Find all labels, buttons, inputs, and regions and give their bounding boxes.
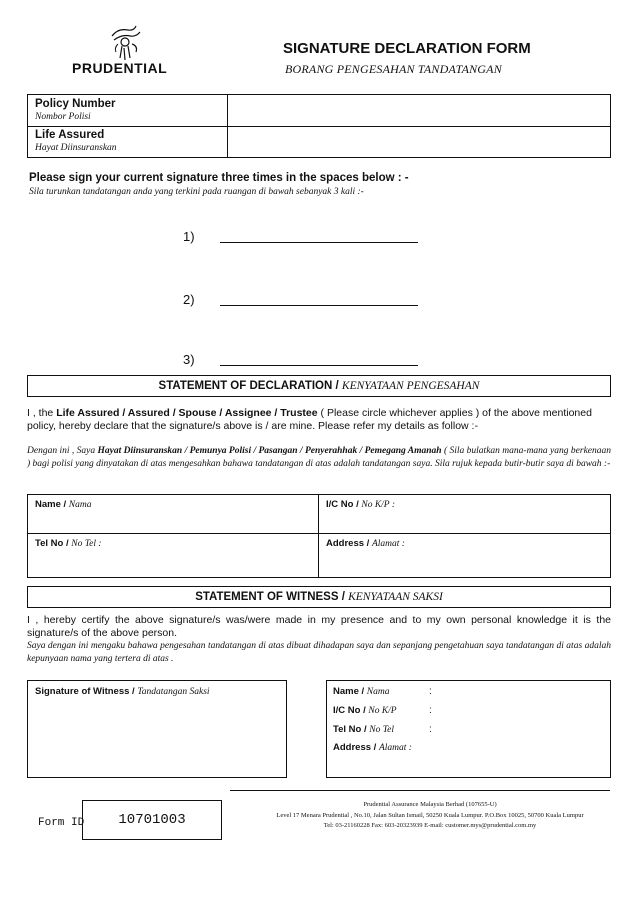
witness-header-en: STATEMENT OF WITNESS / xyxy=(195,591,349,603)
declaration-header xyxy=(27,375,611,397)
declaration-roles: Life Assured / Assured / Spouse / Assignee / Trustee xyxy=(56,407,318,419)
policy-info-table xyxy=(27,94,611,158)
witness-ic-label[interactable]: I/C No / No K/P xyxy=(333,705,397,716)
footer-address: Level 17 Menara Prudential , No.10, Jalan Sultan Ismail, 50250 Kuala Lumpur. P.O.Box 10025, 50700 Kuala Lumpur xyxy=(276,812,584,819)
policy-number-label-malay: Nombor Polisi xyxy=(35,112,91,122)
prudential-logo-icon xyxy=(100,22,150,62)
signature-number-3: 3) xyxy=(183,352,195,367)
form-id-label: Form ID xyxy=(38,817,85,829)
witness-paragraph: I , hereby certify the above signature/s was/were made in my presence and to my own personal knowledge it is the signature/s of the above person. xyxy=(27,614,611,639)
signature-number-1: 1) xyxy=(183,229,195,244)
signature-instruction: Please sign your current signature three times in the spaces below : - xyxy=(29,172,409,184)
declarant-tel-label[interactable]: Tel No / No Tel : xyxy=(35,538,102,549)
life-assured-label-malay: Hayat Diinsuranskan xyxy=(35,143,117,153)
signature-line-2[interactable] xyxy=(220,305,418,306)
declaration-paragraph-malay xyxy=(27,445,611,470)
logo-text: PRUDENTIAL xyxy=(72,60,168,76)
policy-number-field[interactable] xyxy=(234,98,604,124)
policy-number-label: Policy Number xyxy=(35,98,116,110)
signature-instruction-malay: Sila turunkan tandatangan anda yang terkini pada ruangan di bawah sebanyak 3 kali :- xyxy=(29,187,364,197)
footer-company: Prudential Assurance Malaysia Berhad (107655-U) xyxy=(363,801,497,808)
witness-name-label[interactable]: Name / Nama xyxy=(333,686,390,697)
declaration-header-malay: KENYATAAN PENGESAHAN xyxy=(341,380,480,392)
life-assured-field[interactable] xyxy=(234,129,604,155)
declarant-details-table xyxy=(27,494,611,578)
declaration-text-start: I , the xyxy=(27,407,57,419)
form-title-malay: BORANG PENGESAHAN TANDATANGAN xyxy=(285,62,502,76)
witness-header-malay: KENYATAAN SAKSI xyxy=(348,591,443,603)
declarant-name-label[interactable]: Name / Nama xyxy=(35,499,92,510)
form-title: SIGNATURE DECLARATION FORM xyxy=(283,40,531,57)
witness-address-label[interactable]: Address / Alamat : xyxy=(333,742,412,753)
declaration-paragraph xyxy=(27,407,611,433)
declaration-header-en: STATEMENT OF DECLARATION / xyxy=(158,380,342,392)
footer-contact: Tel: 03-21160228 Fax: 603-20323939 E-mail: customer.mys@prudential.com.my xyxy=(323,822,537,829)
declaration-malay-end: ( Sila bulatkan mana-mana yang berkenaan ) bagi polisi yang dinyatakan di atas mengesahkan bahawa tandatangan di atas adalah tandatangan saya. Sila rujuk kepada butir-butir saya di bawah :- xyxy=(27,446,612,469)
signature-number-2: 2) xyxy=(183,292,195,307)
declarant-address-label[interactable]: Address / Alamat : xyxy=(326,538,405,549)
life-assured-label: Life Assured xyxy=(35,129,105,141)
declaration-text-end: ( Please circle whichever applies ) of the above mentioned policy, hereby declare that the signature/s above is / are mine. Please refer my details as follow :- xyxy=(27,407,592,432)
declaration-malay-roles: Hayat Diinsuranskan / Pemunya Polisi / Pasangan / Penyerahhak / Pemegang Amanah xyxy=(97,446,442,456)
witness-signature-box[interactable] xyxy=(27,680,287,778)
witness-paragraph-malay: Saya dengan ini mengaku bahawa pengesahan tandatangan di atas dibuat dihadapan saya dan sepanjang pengetahuan saya tandatangan di atas adalah kepunyaan nama yang tertera di atas . xyxy=(27,641,611,664)
signature-line-3[interactable] xyxy=(220,365,418,366)
witness-signature-label: Signature of Witness / Tandatangan Saksi xyxy=(35,686,210,697)
witness-details-box: Name / Nama : I/C No / No K/P : Tel No / No Tel : Address / Alamat : xyxy=(326,680,611,778)
witness-tel-label[interactable]: Tel No / No Tel xyxy=(333,724,394,735)
footer-divider xyxy=(230,790,610,791)
declarant-ic-label[interactable]: I/C No / No K/P : xyxy=(326,499,395,510)
form-id-value: 10701003 xyxy=(118,812,186,828)
signature-line-1[interactable] xyxy=(220,242,418,243)
witness-header xyxy=(27,586,611,608)
declaration-malay-start: Dengan ini , Saya xyxy=(27,446,98,456)
